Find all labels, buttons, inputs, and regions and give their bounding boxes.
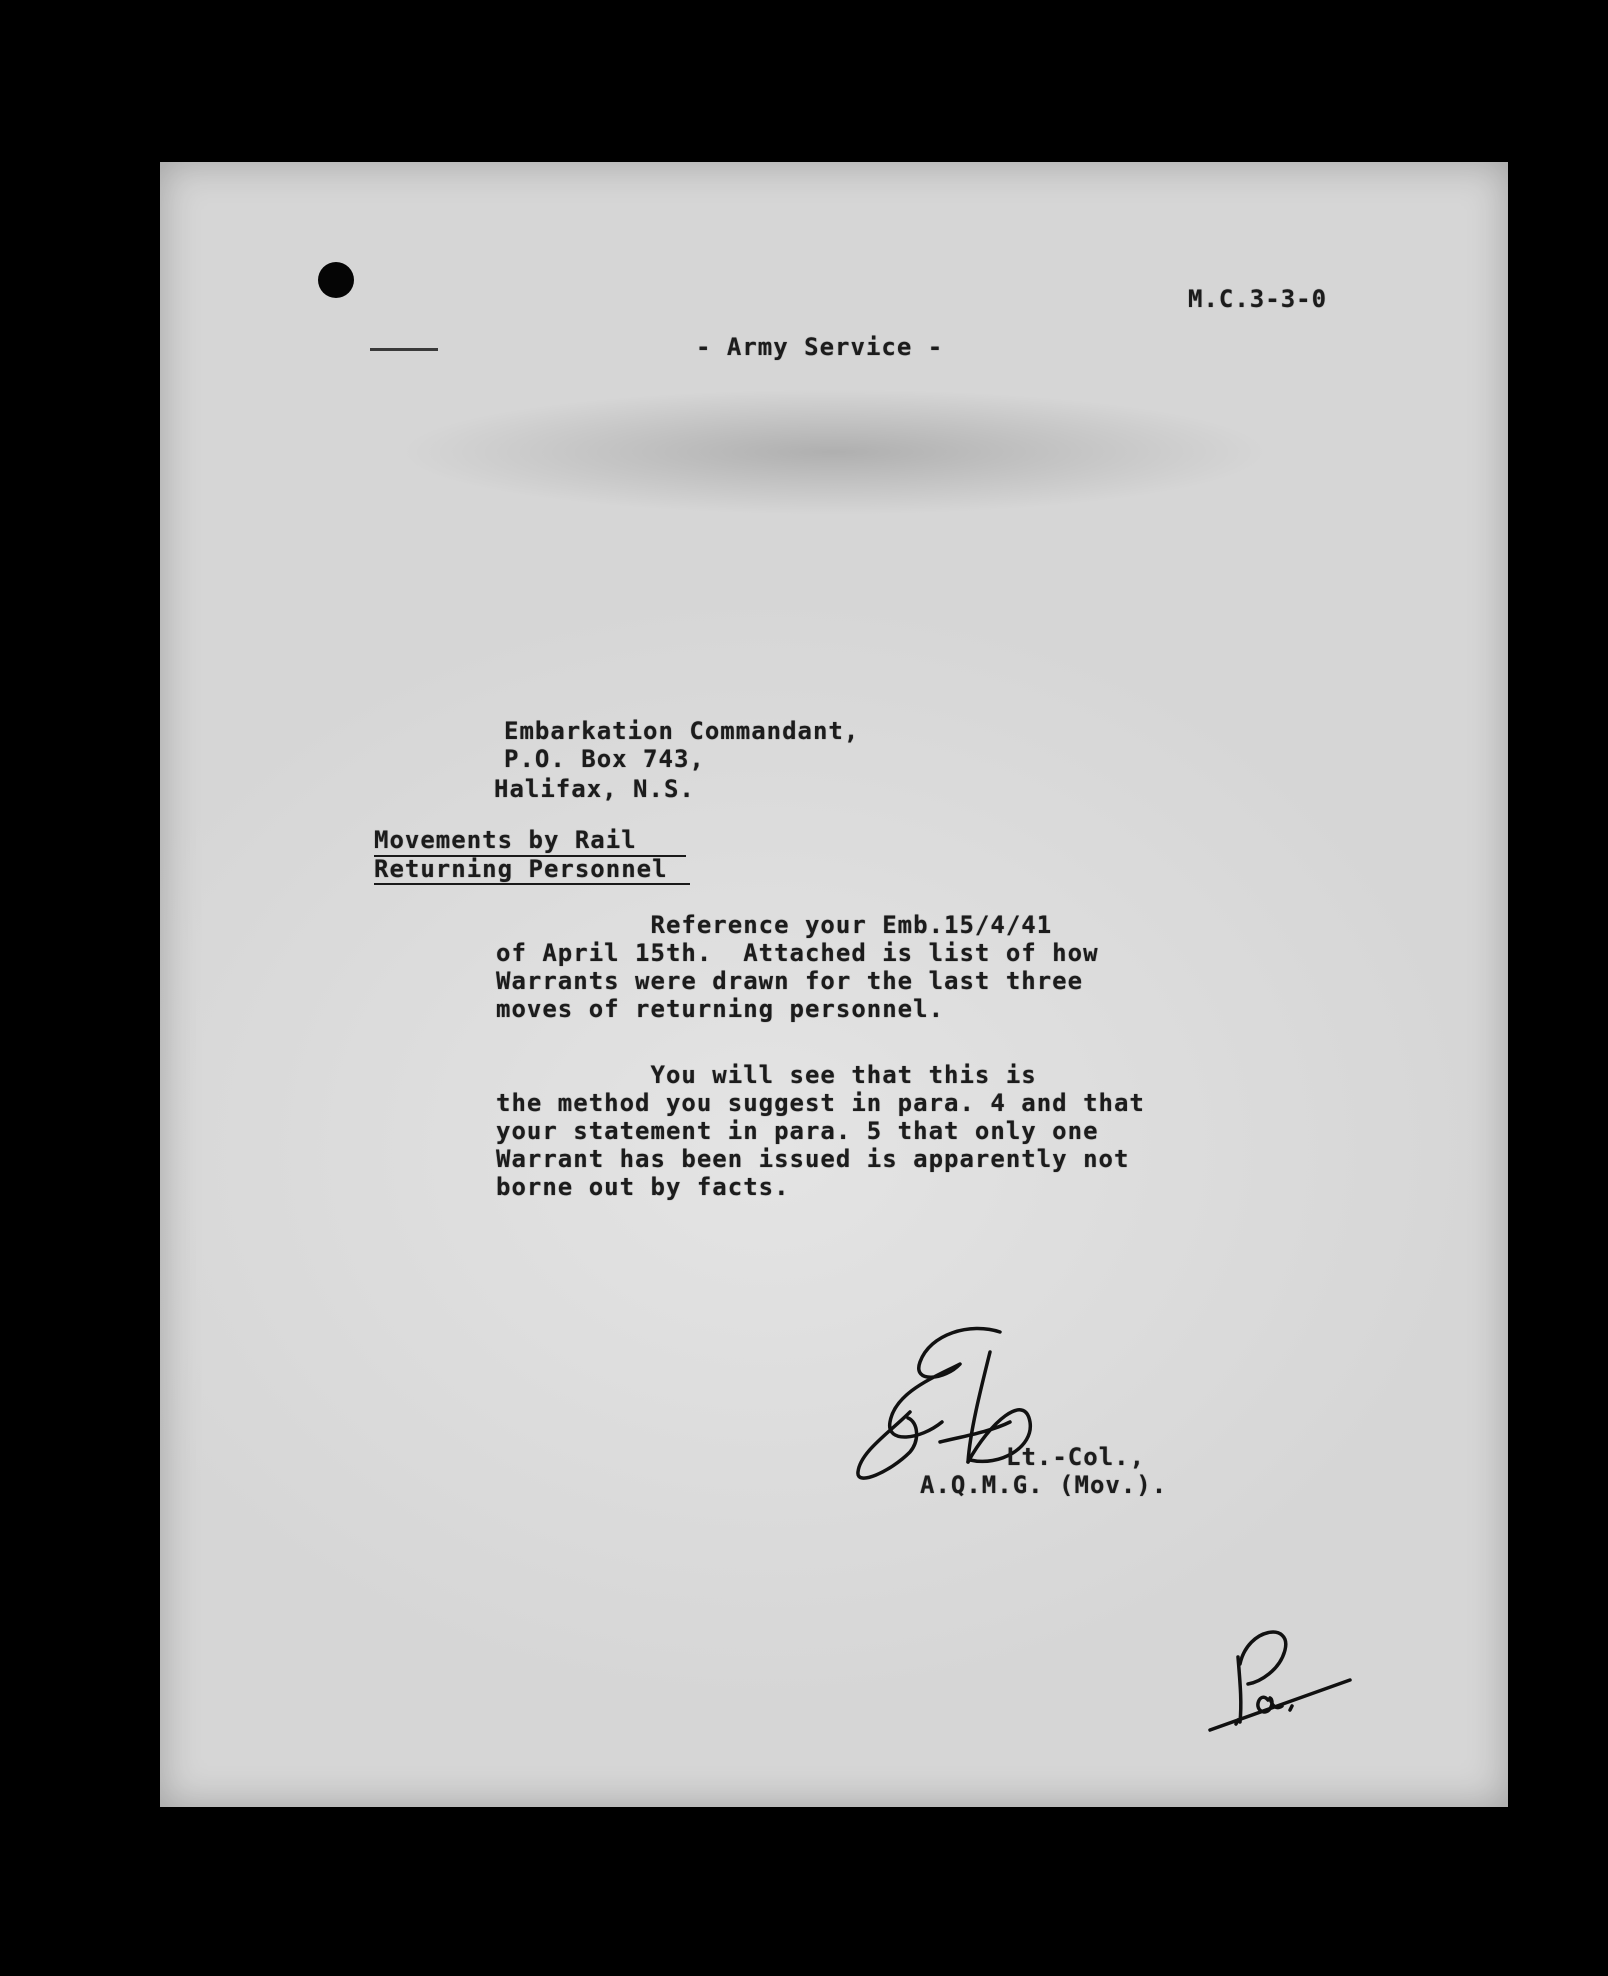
addressee-line: P.O. Box 743, — [504, 745, 705, 773]
subject-underline — [374, 883, 690, 885]
body-line: Reference your Emb.15/4/41 — [496, 911, 1053, 939]
subject-line: Movements by Rail — [374, 826, 637, 854]
document-page — [160, 162, 1508, 1807]
signature-appointment: A.Q.M.G. (Mov.). — [920, 1471, 1168, 1499]
addressee-line: Halifax, N.S. — [494, 775, 695, 803]
body-line: Warrant has been issued is apparently not — [496, 1145, 1130, 1173]
body-line: your statement in para. 5 that only one — [496, 1117, 1099, 1145]
file-reference: M.C.3-3-0 — [1188, 285, 1328, 313]
letter-heading: - Army Service - — [696, 333, 944, 361]
subject-line: Returning Personnel — [374, 855, 668, 883]
margin-mark — [370, 348, 438, 351]
body-line: borne out by facts. — [496, 1173, 790, 1201]
handwritten-initials — [1200, 1602, 1360, 1732]
body-line: the method you suggest in para. 4 and that — [496, 1089, 1145, 1117]
punch-hole — [318, 262, 354, 298]
addressee-line: Embarkation Commandant, — [504, 717, 860, 745]
body-line: of April 15th. Attached is list of how — [496, 939, 1099, 967]
body-line: Warrants were drawn for the last three — [496, 967, 1084, 995]
body-line: moves of returning personnel. — [496, 995, 945, 1023]
body-line: You will see that this is — [496, 1061, 1037, 1089]
signature-rank: Lt.-Col., — [1006, 1443, 1146, 1471]
